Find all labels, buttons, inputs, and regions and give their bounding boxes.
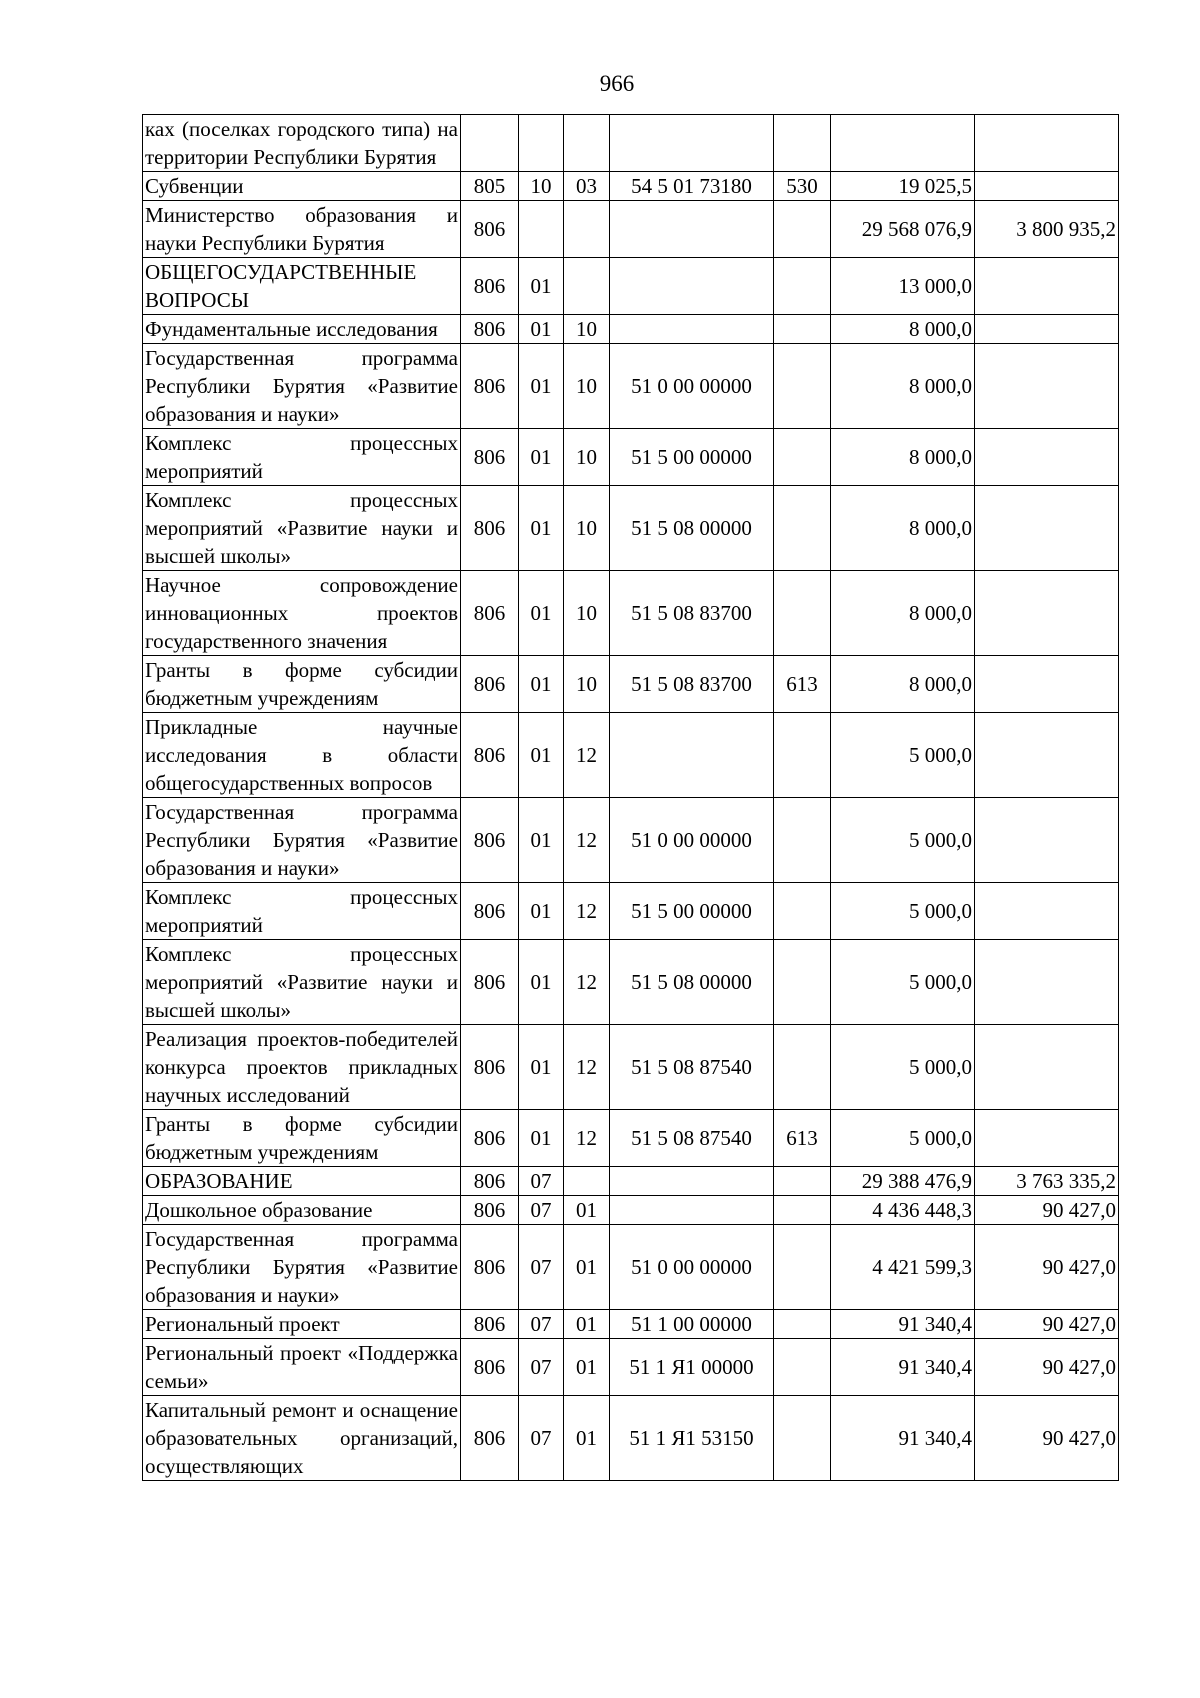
row-name-cell: Комплекс процессных мероприятий «Развитие науки и высшей школы» (143, 486, 461, 571)
table-row (143, 344, 1119, 429)
row-name-cell: Субвенции (143, 172, 461, 201)
admin-code-cell: 806 (461, 429, 519, 486)
row-name-cell: Комплекс процессных мероприятий «Развитие науки и высшей школы» (143, 940, 461, 1025)
amount-cell: 8 000,0 (831, 429, 975, 486)
admin-code-cell: 806 (461, 1110, 519, 1167)
admin-code-cell: 806 (461, 1025, 519, 1110)
amount-cell: 29 388 476,9 (831, 1167, 975, 1196)
row-name-cell: Комплекс процессных мероприятий (143, 883, 461, 940)
amount-cell: 8 000,0 (831, 486, 975, 571)
amount-cell (831, 115, 975, 172)
admin-code-cell: 806 (461, 1196, 519, 1225)
amount-cell: 8 000,0 (831, 571, 975, 656)
subsection-code-cell: 01 (564, 1225, 610, 1310)
table-row (143, 1225, 1119, 1310)
federal-amount-cell (975, 883, 1119, 940)
section-code-cell: 10 (519, 172, 564, 201)
table-body (143, 115, 1119, 1481)
amount-cell: 5 000,0 (831, 713, 975, 798)
subsection-code-cell: 12 (564, 1025, 610, 1110)
expense-type-cell (774, 486, 831, 571)
admin-code-cell: 806 (461, 201, 519, 258)
amount-cell: 8 000,0 (831, 656, 975, 713)
amount-cell: 29 568 076,9 (831, 201, 975, 258)
page-number: 966 (599, 71, 635, 96)
admin-code-cell: 806 (461, 798, 519, 883)
section-code-cell: 07 (519, 1396, 564, 1481)
budget-table (142, 114, 1119, 1481)
subsection-code-cell: 12 (564, 940, 610, 1025)
table-row (143, 571, 1119, 656)
row-name-cell: Фундаментальные исследования (143, 315, 461, 344)
expense-type-cell (774, 1310, 831, 1339)
federal-amount-cell: 90 427,0 (975, 1196, 1119, 1225)
section-code-cell: 01 (519, 940, 564, 1025)
admin-code-cell: 806 (461, 883, 519, 940)
admin-code-cell: 806 (461, 571, 519, 656)
admin-code-cell: 806 (461, 1339, 519, 1396)
table-row (143, 315, 1119, 344)
expense-type-cell: 530 (774, 172, 831, 201)
target-article-cell: 54 5 01 73180 (610, 172, 774, 201)
federal-amount-cell (975, 429, 1119, 486)
section-code-cell: 01 (519, 258, 564, 315)
admin-code-cell: 806 (461, 1310, 519, 1339)
amount-cell: 5 000,0 (831, 1025, 975, 1110)
target-article-cell: 51 5 08 87540 (610, 1110, 774, 1167)
target-article-cell: 51 5 08 00000 (610, 486, 774, 571)
row-name-cell: Капитальный ремонт и оснащение образовательных организаций, осуществляющих (143, 1396, 461, 1481)
expense-type-cell (774, 1167, 831, 1196)
target-article-cell: 51 5 08 00000 (610, 940, 774, 1025)
subsection-code-cell: 12 (564, 883, 610, 940)
federal-amount-cell (975, 486, 1119, 571)
admin-code-cell: 805 (461, 172, 519, 201)
table-row (143, 713, 1119, 798)
row-name-cell: Реализация проектов-победителей конкурса проектов прикладных научных исследований (143, 1025, 461, 1110)
row-name-cell: ках (поселках городского типа) на территории Республики Бурятия (143, 115, 461, 172)
section-code-cell: 01 (519, 798, 564, 883)
federal-amount-cell: 3 763 335,2 (975, 1167, 1119, 1196)
expense-type-cell (774, 798, 831, 883)
table-row (143, 429, 1119, 486)
expense-type-cell (774, 1396, 831, 1481)
federal-amount-cell (975, 344, 1119, 429)
subsection-code-cell (564, 1167, 610, 1196)
row-name-cell: ОБРАЗОВАНИЕ (143, 1167, 461, 1196)
section-code-cell: 01 (519, 656, 564, 713)
table-row (143, 1396, 1119, 1481)
admin-code-cell: 806 (461, 1396, 519, 1481)
table-row (143, 883, 1119, 940)
expense-type-cell (774, 1339, 831, 1396)
section-code-cell: 01 (519, 1110, 564, 1167)
federal-amount-cell (975, 1110, 1119, 1167)
target-article-cell (610, 713, 774, 798)
section-code-cell: 07 (519, 1310, 564, 1339)
expense-type-cell (774, 429, 831, 486)
federal-amount-cell (975, 258, 1119, 315)
target-article-cell (610, 201, 774, 258)
expense-type-cell: 613 (774, 1110, 831, 1167)
federal-amount-cell: 90 427,0 (975, 1339, 1119, 1396)
section-code-cell (519, 115, 564, 172)
section-code-cell: 07 (519, 1196, 564, 1225)
admin-code-cell: 806 (461, 258, 519, 315)
expense-type-cell (774, 201, 831, 258)
subsection-code-cell (564, 115, 610, 172)
federal-amount-cell: 90 427,0 (975, 1396, 1119, 1481)
section-code-cell: 01 (519, 1025, 564, 1110)
federal-amount-cell (975, 798, 1119, 883)
row-name-cell: Гранты в форме субсидии бюджетным учреждениям (143, 656, 461, 713)
section-code-cell: 07 (519, 1167, 564, 1196)
subsection-code-cell: 10 (564, 429, 610, 486)
federal-amount-cell (975, 1025, 1119, 1110)
row-name-cell: Комплекс процессных мероприятий (143, 429, 461, 486)
expense-type-cell (774, 713, 831, 798)
amount-cell: 91 340,4 (831, 1339, 975, 1396)
subsection-code-cell: 01 (564, 1196, 610, 1225)
admin-code-cell: 806 (461, 1167, 519, 1196)
target-article-cell: 51 5 00 00000 (610, 429, 774, 486)
row-name-cell: Гранты в форме субсидии бюджетным учреждениям (143, 1110, 461, 1167)
expense-type-cell (774, 344, 831, 429)
row-name-cell: Научное сопровождение инновационных проектов государственного значения (143, 571, 461, 656)
table-row (143, 1167, 1119, 1196)
subsection-code-cell (564, 258, 610, 315)
section-code-cell: 07 (519, 1339, 564, 1396)
federal-amount-cell (975, 940, 1119, 1025)
subsection-code-cell: 12 (564, 1110, 610, 1167)
table-row (143, 1110, 1119, 1167)
expense-type-cell (774, 883, 831, 940)
expense-type-cell (774, 571, 831, 656)
section-code-cell (519, 201, 564, 258)
admin-code-cell: 806 (461, 940, 519, 1025)
expense-type-cell (774, 1196, 831, 1225)
subsection-code-cell: 01 (564, 1310, 610, 1339)
amount-cell: 91 340,4 (831, 1396, 975, 1481)
expense-type-cell (774, 1225, 831, 1310)
federal-amount-cell (975, 172, 1119, 201)
amount-cell: 5 000,0 (831, 940, 975, 1025)
target-article-cell (610, 1196, 774, 1225)
federal-amount-cell (975, 656, 1119, 713)
admin-code-cell: 806 (461, 713, 519, 798)
row-name-cell: Дошкольное образование (143, 1196, 461, 1225)
target-article-cell: 51 1 00 00000 (610, 1310, 774, 1339)
amount-cell: 4 421 599,3 (831, 1225, 975, 1310)
section-code-cell: 01 (519, 486, 564, 571)
target-article-cell (610, 258, 774, 315)
federal-amount-cell: 90 427,0 (975, 1225, 1119, 1310)
section-code-cell: 07 (519, 1225, 564, 1310)
expense-type-cell (774, 1025, 831, 1110)
row-name-cell: Региональный проект (143, 1310, 461, 1339)
section-code-cell: 01 (519, 713, 564, 798)
amount-cell: 8 000,0 (831, 344, 975, 429)
admin-code-cell (461, 115, 519, 172)
table-row (143, 940, 1119, 1025)
target-article-cell: 51 0 00 00000 (610, 798, 774, 883)
amount-cell: 91 340,4 (831, 1310, 975, 1339)
amount-cell: 19 025,5 (831, 172, 975, 201)
admin-code-cell: 806 (461, 486, 519, 571)
table-row (143, 258, 1119, 315)
expense-type-cell (774, 258, 831, 315)
section-code-cell: 01 (519, 429, 564, 486)
row-name-cell: Прикладные научные исследования в области общегосударственных вопросов (143, 713, 461, 798)
amount-cell: 8 000,0 (831, 315, 975, 344)
amount-cell: 13 000,0 (831, 258, 975, 315)
amount-cell: 5 000,0 (831, 1110, 975, 1167)
table-row (143, 1196, 1119, 1225)
target-article-cell: 51 0 00 00000 (610, 1225, 774, 1310)
subsection-code-cell: 10 (564, 315, 610, 344)
admin-code-cell: 806 (461, 656, 519, 713)
subsection-code-cell: 10 (564, 656, 610, 713)
row-name-cell: Государственная программа Республики Бурятия «Развитие образования и науки» (143, 798, 461, 883)
subsection-code-cell: 10 (564, 344, 610, 429)
row-name-cell: Региональный проект «Поддержка семьи» (143, 1339, 461, 1396)
expense-type-cell: 613 (774, 656, 831, 713)
table-row (143, 1310, 1119, 1339)
table-row (143, 798, 1119, 883)
admin-code-cell: 806 (461, 1225, 519, 1310)
target-article-cell: 51 1 Я1 00000 (610, 1339, 774, 1396)
admin-code-cell: 806 (461, 344, 519, 429)
federal-amount-cell (975, 713, 1119, 798)
target-article-cell (610, 1167, 774, 1196)
amount-cell: 5 000,0 (831, 883, 975, 940)
expense-type-cell (774, 315, 831, 344)
target-article-cell: 51 5 08 87540 (610, 1025, 774, 1110)
table-row (143, 656, 1119, 713)
target-article-cell: 51 5 00 00000 (610, 883, 774, 940)
table-row (143, 1339, 1119, 1396)
expense-type-cell (774, 115, 831, 172)
subsection-code-cell: 10 (564, 571, 610, 656)
table-row (143, 486, 1119, 571)
federal-amount-cell: 90 427,0 (975, 1310, 1119, 1339)
subsection-code-cell: 01 (564, 1339, 610, 1396)
target-article-cell: 51 0 00 00000 (610, 344, 774, 429)
admin-code-cell: 806 (461, 315, 519, 344)
subsection-code-cell: 10 (564, 486, 610, 571)
subsection-code-cell (564, 201, 610, 258)
federal-amount-cell: 3 800 935,2 (975, 201, 1119, 258)
subsection-code-cell: 03 (564, 172, 610, 201)
row-name-cell: ОБЩЕГОСУДАРСТВЕННЫЕ ВОПРОСЫ (143, 258, 461, 315)
target-article-cell: 51 1 Я1 53150 (610, 1396, 774, 1481)
target-article-cell (610, 115, 774, 172)
section-code-cell: 01 (519, 315, 564, 344)
subsection-code-cell: 01 (564, 1396, 610, 1481)
table-row (143, 1025, 1119, 1110)
expense-type-cell (774, 940, 831, 1025)
section-code-cell: 01 (519, 571, 564, 656)
federal-amount-cell (975, 571, 1119, 656)
section-code-cell: 01 (519, 344, 564, 429)
row-name-cell: Министерство образования и науки Республики Бурятия (143, 201, 461, 258)
federal-amount-cell (975, 315, 1119, 344)
row-name-cell: Государственная программа Республики Бурятия «Развитие образования и науки» (143, 1225, 461, 1310)
amount-cell: 4 436 448,3 (831, 1196, 975, 1225)
amount-cell: 5 000,0 (831, 798, 975, 883)
table-row (143, 172, 1119, 201)
table-row (143, 201, 1119, 258)
subsection-code-cell: 12 (564, 713, 610, 798)
target-article-cell (610, 315, 774, 344)
row-name-cell: Государственная программа Республики Бурятия «Развитие образования и науки» (143, 344, 461, 429)
federal-amount-cell (975, 115, 1119, 172)
target-article-cell: 51 5 08 83700 (610, 656, 774, 713)
subsection-code-cell: 12 (564, 798, 610, 883)
table-row (143, 115, 1119, 172)
target-article-cell: 51 5 08 83700 (610, 571, 774, 656)
section-code-cell: 01 (519, 883, 564, 940)
